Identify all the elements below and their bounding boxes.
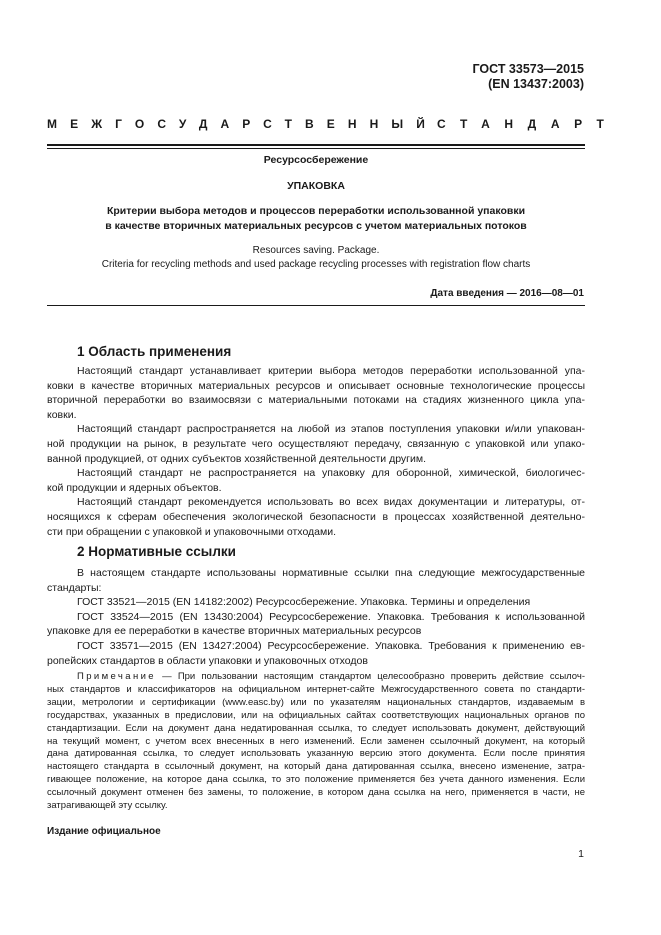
header-divider-thin: [47, 148, 585, 149]
official-edition-label: Издание официальное: [47, 826, 161, 837]
standard-type-word-interstate: МЕЖГОСУДАРСТВЕННЫЙ: [47, 117, 438, 131]
section-1-line: Настоящий стандарт распространяется на любой из этапов поступления упаковки и/или упакован-: [77, 423, 585, 436]
note-label: Примечание: [77, 671, 156, 682]
section-2-body: [47, 566, 585, 668]
note-line: ных стандартов и классификаторов на официальном интернет-сайте Межгосударственного совета по стандарти-: [47, 683, 585, 695]
reference-gost-33521: ГОСТ 33521—2015 (EN 14182:2002) Ресурсосбережение. Упаковка. Термины и определения: [77, 596, 531, 609]
section-1-line: ванной продукцией, от одних субъектов хозяйственной деятельности другим.: [47, 452, 427, 465]
title-english: [47, 244, 585, 272]
section-1-line: сти при обращении с упаковкой и упаковочными отходами.: [47, 525, 337, 538]
note-line: дана датированная ссылка, то следует использовать указанную версию этого документа. Если после принятия: [47, 748, 585, 760]
reference-gost-33571-cont: ропейских стандартов в области упаковки и упаковочных отходов: [47, 654, 368, 667]
note-line: стандартизации. Если на документ дана недатированная ссылка, то следует использовать документ, действующий: [47, 722, 585, 734]
note-first-line-text: — При пользовании настоящим стандартом целесообразно проверить действие ссылоч-: [156, 671, 585, 682]
section-2-line: В настоящем стандарте использованы нормативные ссылки пна следующие межгосударственные: [77, 567, 585, 579]
standard-type-word-standard: СТАНДАРТ: [437, 117, 619, 131]
note-first-line: [47, 671, 585, 684]
title-main-line-2: в качестве вторичных материальных ресурсов с учетом материальных потоков: [105, 220, 527, 232]
section-1-line: ковки.: [47, 408, 77, 421]
note-line: гивающее положение, на которое дана ссылка, то это положение применяется без учета данного изменения. Если: [47, 774, 585, 786]
section-1-line: ковки в качестве вторичных материальных ресурсов и описывает основные технологические процессы: [47, 379, 585, 392]
note-line: ссылочный документ отменен без замены, то положение, в котором дана ссылка на него, применяется в части, не: [47, 787, 585, 799]
document-number: ГОСТ 33573—2015: [472, 62, 584, 76]
title-english-line-2: Criteria for recycling methods and used package recycling processes with registration flow charts: [101, 259, 531, 270]
section-1-line: Настоящий стандарт устанавливает критерии выбора методов переработки использованной упа-: [77, 365, 585, 377]
section-2-line: стандарты:: [47, 581, 102, 594]
title-subgroup: УПАКОВКА: [287, 180, 345, 192]
reference-gost-33571: ГОСТ 33571—2015 (EN 13427:2004) Ресурсосбережение. Упаковка. Требования к применению ев-: [77, 639, 585, 652]
note-line: на текущий момент, с учетом всех внесенных в него изменений. Если заменен ссылочный документ, на который: [47, 735, 585, 747]
title-main-line-1: Критерии выбора методов и процессов переработки использованной упаковки: [106, 205, 526, 217]
note-line: государствах, указанных в предисловии, или на официальных сайтах соответствующих национальных органов по: [47, 709, 585, 721]
date-divider: [47, 305, 585, 306]
title-main: [47, 204, 585, 234]
reference-gost-33524-cont: упаковке для ее переработки в качестве вторичных материальных ресурсов: [47, 625, 422, 638]
note-line: зации, метрологии и сертификации (www.easc.by) или по указателям национальных стандартов, издаваемым в: [47, 696, 585, 708]
document-equivalent: (EN 13437:2003): [488, 77, 584, 91]
reference-gost-33524: ГОСТ 33524—2015 (EN 13430:2004) Ресурсосбережение. Упаковка. Требования к использованной: [77, 610, 585, 623]
standard-type-heading: [47, 117, 619, 131]
section-2-title: 2 Нормативные ссылки: [77, 544, 236, 559]
title-english-line-1: Resources saving. Package.: [252, 245, 380, 256]
header-divider-thick: [47, 144, 585, 146]
section-1-line: Настоящий стандарт не распространяется на упаковку для оборонной, химической, биологичес-: [77, 467, 585, 480]
section-1-line: Настоящий стандарт рекомендуется использовать во всех видах документации и литературы, от-: [77, 496, 585, 509]
section-1-line: носящихся к сферам обеспечения экологической безопасности в процессах хозяйственной деятельно-: [47, 510, 585, 523]
note-line: настоящего стандарта в ссылочный документ, на который дана датированная ссылка, внесено изменение, затра-: [47, 761, 585, 773]
introduction-date: Дата введения — 2016—08—01: [430, 288, 584, 299]
section-1-body: [47, 364, 585, 539]
note-line: затрагивающей эту ссылку.: [47, 800, 168, 812]
document-number-block: [472, 62, 584, 92]
note-block: [47, 671, 585, 813]
page-number: 1: [578, 848, 584, 860]
section-1-line: вторичной переработки во взаимосвязи с материальными потоками на стадиях жизненного цикла упа-: [47, 394, 585, 407]
section-1-line: кой продукции и ядерных объектов.: [47, 481, 222, 494]
section-1-line: ной продукции на рынок, в результате чего осуществляют передачу, связанную с упаковкой или упако-: [47, 437, 585, 450]
section-1-title: 1 Область применения: [77, 344, 232, 359]
title-group: Ресурсосбережение: [263, 154, 369, 166]
